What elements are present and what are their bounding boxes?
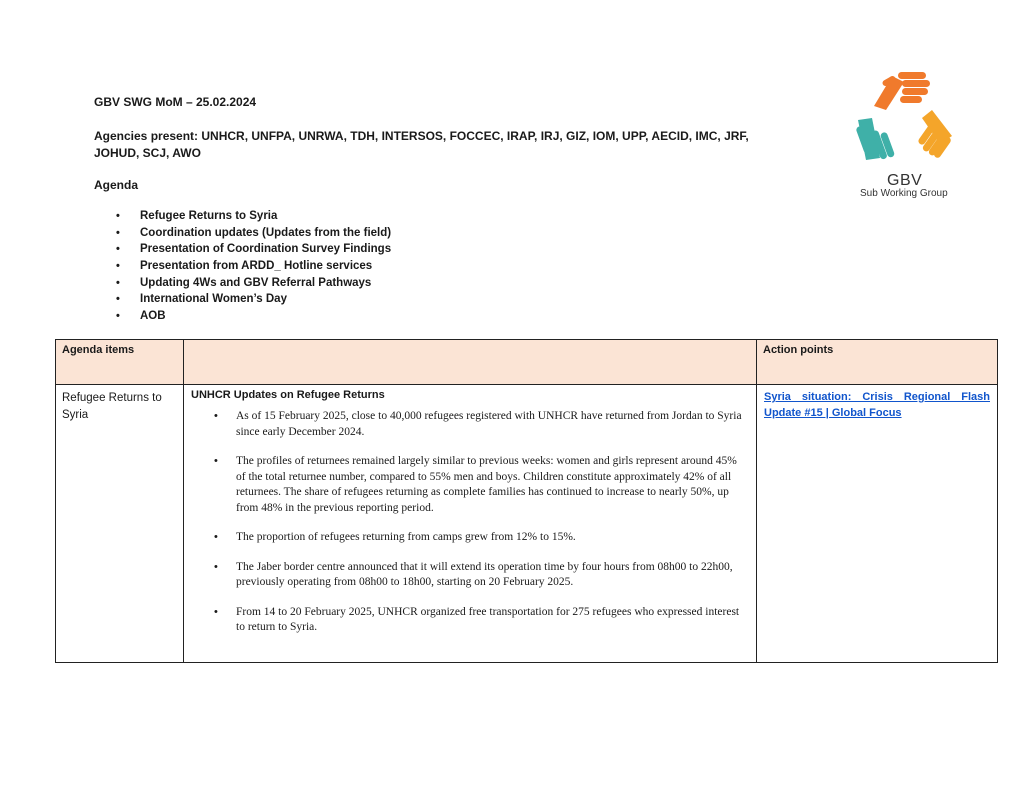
agenda-heading: Agenda <box>94 178 139 192</box>
update-point: • From 14 to 20 February 2025, UNHCR organized free transportation for 275 refugees who expressed interest to return to Syria. <box>214 605 740 633</box>
header-cell-blank <box>184 340 757 385</box>
update-point: • As of 15 February 2025, close to 40,000 refugees registered with UNHCR have returned from Jordan to Syria since early December 2024. <box>214 410 742 438</box>
logo-subtext: Sub Working Group <box>860 188 948 199</box>
header-cell-agenda-items: Agenda items <box>56 340 184 385</box>
table-row <box>56 385 998 663</box>
agencies-present: Agencies present: UNHCR, UNFPA, UNRWA, TDH, INTERSOS, FOCCEC, IRAP, IRJ, GIZ, IOM, UPP, AECID, IMC, JRF, JOHUD, SCJ, AWO <box>94 129 749 160</box>
update-point: • The proportion of refugees returning from camps grew from 12% to 15%. <box>214 531 576 543</box>
action-points-cell <box>757 385 998 663</box>
section-title: UNHCR Updates on Refugee Returns <box>191 389 385 401</box>
document-title: GBV SWG MoM – 25.02.2024 <box>94 95 257 109</box>
minutes-table <box>55 339 998 663</box>
agenda-item-cell: Refugee Returns to Syria <box>56 385 184 663</box>
update-points-list <box>184 409 756 636</box>
table-header-row <box>56 340 998 385</box>
agenda-item: • Updating 4Ws and GBV Referral Pathways <box>116 276 372 289</box>
logo-text: GBV <box>887 172 923 189</box>
agenda-item: • Presentation from ARDD_ Hotline services <box>116 260 373 273</box>
update-point: • The Jaber border centre announced that it will extend its operation time by four hours from 08h00 to 22h00, previously operating from 08h00 to 18h00, starting on 20 February 2025. <box>214 560 733 588</box>
agenda-item: • AOB <box>116 310 166 323</box>
agenda-item: • International Women’s Day <box>116 293 287 306</box>
header-cell-action-points: Action points <box>757 340 998 385</box>
flash-update-link[interactable]: Syria situation: Crisis Regional Flash Update #15 | Global Focus <box>764 391 990 419</box>
discussion-cell <box>184 385 757 663</box>
agenda-item: • Coordination updates (Updates from the field) <box>116 226 392 239</box>
agenda-item: • Presentation of Coordination Survey Findings <box>116 243 392 256</box>
agenda-list <box>94 208 391 325</box>
update-point: • The profiles of returnees remained largely similar to previous weeks: women and girls represent around 45% of the total returnee number, compared to 55% men and boys. Children constitute approximately 42% of all returnees. The share of refugees returning as complete families has continued to increase to nearly 50%, up from 48% in the previous reporting period. <box>214 455 737 514</box>
agenda-item: • Refugee Returns to Syria <box>116 210 278 222</box>
